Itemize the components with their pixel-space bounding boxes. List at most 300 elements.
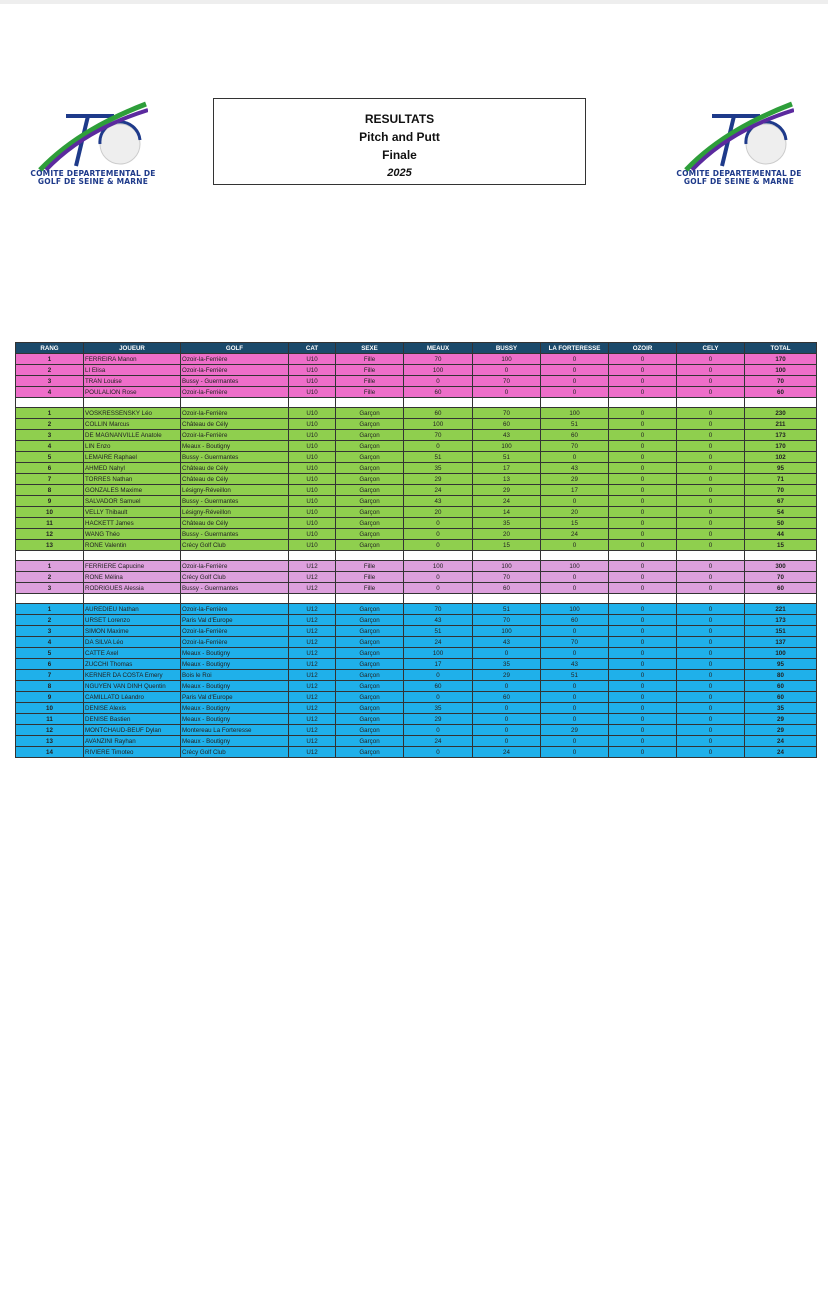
meaux-cell: 24	[404, 485, 473, 496]
category-cell: U12	[289, 626, 336, 637]
table-row	[16, 376, 817, 387]
total-cell: 54	[745, 507, 817, 518]
empty-cell	[473, 398, 541, 408]
bussy-cell: 35	[473, 518, 541, 529]
gender-cell: Garçon	[336, 430, 404, 441]
bussy-cell: 0	[473, 681, 541, 692]
empty-cell	[745, 398, 817, 408]
title-event: Pitch and Putt	[359, 130, 440, 144]
col-bussy-header: BUSSY	[473, 343, 541, 354]
category-cell: U10	[289, 518, 336, 529]
la-forteresse-cell: 29	[541, 725, 609, 736]
rank-cell: 9	[16, 496, 84, 507]
gender-cell: Fille	[336, 572, 404, 583]
total-cell: 100	[745, 648, 817, 659]
total-cell: 44	[745, 529, 817, 540]
player-cell: LI Elisa	[84, 365, 181, 376]
empty-cell	[84, 551, 181, 561]
player-cell: AHMED Nahyl	[84, 463, 181, 474]
club-cell: Meaux - Boutigny	[181, 659, 289, 670]
gender-cell: Fille	[336, 365, 404, 376]
meaux-cell: 43	[404, 496, 473, 507]
rank-cell: 8	[16, 485, 84, 496]
la-forteresse-cell: 0	[541, 540, 609, 551]
category-cell: U10	[289, 408, 336, 419]
player-cell: DE MAGNANVILLE Anatole	[84, 430, 181, 441]
total-cell: 60	[745, 387, 817, 398]
table-row	[16, 747, 817, 758]
club-cell: Bussy - Guermantes	[181, 529, 289, 540]
category-cell: U12	[289, 583, 336, 594]
rank-cell: 2	[16, 365, 84, 376]
table-row	[16, 703, 817, 714]
category-cell: U10	[289, 441, 336, 452]
cely-cell: 0	[677, 681, 745, 692]
ozoir-cell: 0	[609, 604, 677, 615]
la-forteresse-cell: 43	[541, 659, 609, 670]
table-row	[16, 518, 817, 529]
cely-cell: 0	[677, 408, 745, 419]
la-forteresse-cell: 0	[541, 376, 609, 387]
col-cely-header: CELY	[677, 343, 745, 354]
gender-cell: Garçon	[336, 615, 404, 626]
cely-cell: 0	[677, 561, 745, 572]
la-forteresse-cell: 60	[541, 615, 609, 626]
bussy-cell: 60	[473, 583, 541, 594]
ozoir-cell: 0	[609, 496, 677, 507]
rank-cell: 1	[16, 354, 84, 365]
rank-cell: 10	[16, 507, 84, 518]
ozoir-cell: 0	[609, 507, 677, 518]
gender-cell: Garçon	[336, 441, 404, 452]
rank-cell: 5	[16, 648, 84, 659]
table-row	[16, 583, 817, 594]
ozoir-cell: 0	[609, 692, 677, 703]
la-forteresse-cell: 0	[541, 692, 609, 703]
la-forteresse-cell: 0	[541, 648, 609, 659]
la-forteresse-cell: 0	[541, 583, 609, 594]
meaux-cell: 43	[404, 615, 473, 626]
la-forteresse-cell: 70	[541, 637, 609, 648]
empty-cell	[181, 594, 289, 604]
table-row	[16, 561, 817, 572]
meaux-cell: 0	[404, 572, 473, 583]
bussy-cell: 0	[473, 365, 541, 376]
rank-cell: 5	[16, 452, 84, 463]
empty-cell	[404, 398, 473, 408]
table-row	[16, 604, 817, 615]
bussy-cell: 70	[473, 572, 541, 583]
cely-cell: 0	[677, 441, 745, 452]
bussy-cell: 29	[473, 485, 541, 496]
ozoir-cell: 0	[609, 365, 677, 376]
bussy-cell: 0	[473, 736, 541, 747]
rank-cell: 10	[16, 703, 84, 714]
table-row	[16, 572, 817, 583]
logo-line1: COMITE DEPARTEMENTAL DE	[676, 169, 802, 178]
total-cell: 95	[745, 659, 817, 670]
ozoir-cell: 0	[609, 637, 677, 648]
ozoir-cell: 0	[609, 747, 677, 758]
total-cell: 29	[745, 714, 817, 725]
group-separator-row	[16, 551, 817, 561]
category-cell: U12	[289, 615, 336, 626]
player-cell: ZUCCHI Thomas	[84, 659, 181, 670]
col-rang-header: RANG	[16, 343, 84, 354]
bussy-cell: 100	[473, 561, 541, 572]
meaux-cell: 0	[404, 540, 473, 551]
category-cell: U10	[289, 387, 336, 398]
gender-cell: Garçon	[336, 747, 404, 758]
club-cell: Meaux - Boutigny	[181, 703, 289, 714]
total-cell: 173	[745, 430, 817, 441]
table-row	[16, 441, 817, 452]
category-cell: U12	[289, 692, 336, 703]
player-cell: RIVIERE Timoteo	[84, 747, 181, 758]
ozoir-cell: 0	[609, 670, 677, 681]
gender-cell: Fille	[336, 561, 404, 572]
gender-cell: Fille	[336, 387, 404, 398]
rank-cell: 1	[16, 408, 84, 419]
total-cell: 50	[745, 518, 817, 529]
col-golf-header: GOLF	[181, 343, 289, 354]
col-ozoir-header: OZOIR	[609, 343, 677, 354]
meaux-cell: 51	[404, 626, 473, 637]
title-year: 2025	[387, 167, 412, 179]
logo-line2: GOLF DE SEINE & MARNE	[683, 177, 795, 186]
bussy-cell: 14	[473, 507, 541, 518]
player-cell: FERRIERE Capucine	[84, 561, 181, 572]
total-cell: 151	[745, 626, 817, 637]
player-cell: HACKETT James	[84, 518, 181, 529]
empty-cell	[745, 551, 817, 561]
la-forteresse-cell: 70	[541, 441, 609, 452]
ozoir-cell: 0	[609, 463, 677, 474]
logo-line2: GOLF DE SEINE & MARNE	[37, 177, 149, 186]
total-cell: 67	[745, 496, 817, 507]
ozoir-cell: 0	[609, 452, 677, 463]
total-cell: 221	[745, 604, 817, 615]
meaux-cell: 35	[404, 703, 473, 714]
table-row	[16, 452, 817, 463]
club-cell: Paris Val d'Europe	[181, 692, 289, 703]
bussy-cell: 15	[473, 540, 541, 551]
la-forteresse-cell: 0	[541, 747, 609, 758]
club-cell: Bussy - Guermantes	[181, 496, 289, 507]
empty-cell	[16, 594, 84, 604]
meaux-cell: 60	[404, 387, 473, 398]
club-cell: Château de Cély	[181, 474, 289, 485]
meaux-cell: 0	[404, 441, 473, 452]
club-cell: Lésigny-Réveillon	[181, 485, 289, 496]
gender-cell: Garçon	[336, 736, 404, 747]
empty-cell	[677, 398, 745, 408]
empty-cell	[404, 594, 473, 604]
ozoir-cell: 0	[609, 626, 677, 637]
club-cell: Ozoir-la-Ferrière	[181, 408, 289, 419]
rank-cell: 3	[16, 376, 84, 387]
empty-cell	[541, 594, 609, 604]
cely-cell: 0	[677, 463, 745, 474]
la-forteresse-cell: 100	[541, 604, 609, 615]
total-cell: 230	[745, 408, 817, 419]
table-row	[16, 496, 817, 507]
table-row	[16, 387, 817, 398]
cely-cell: 0	[677, 615, 745, 626]
meaux-cell: 100	[404, 419, 473, 430]
cely-cell: 0	[677, 692, 745, 703]
meaux-cell: 0	[404, 376, 473, 387]
rank-cell: 8	[16, 681, 84, 692]
rank-cell: 4	[16, 387, 84, 398]
rank-cell: 11	[16, 518, 84, 529]
bussy-cell: 43	[473, 430, 541, 441]
table-row	[16, 736, 817, 747]
cely-cell: 0	[677, 670, 745, 681]
category-cell: U10	[289, 540, 336, 551]
category-cell: U12	[289, 714, 336, 725]
bussy-cell: 100	[473, 354, 541, 365]
rank-cell: 4	[16, 441, 84, 452]
total-cell: 60	[745, 692, 817, 703]
category-cell: U10	[289, 452, 336, 463]
club-cell: Ozoir-la-Ferrière	[181, 354, 289, 365]
ozoir-cell: 0	[609, 529, 677, 540]
empty-cell	[541, 398, 609, 408]
club-cell: Ozoir-la-Ferrière	[181, 430, 289, 441]
empty-cell	[16, 398, 84, 408]
gender-cell: Garçon	[336, 714, 404, 725]
col-la-forteresse-header: LA FORTERESSE	[541, 343, 609, 354]
club-cell: Meaux - Boutigny	[181, 441, 289, 452]
cely-cell: 0	[677, 637, 745, 648]
gender-cell: Garçon	[336, 452, 404, 463]
ozoir-cell: 0	[609, 474, 677, 485]
cely-cell: 0	[677, 540, 745, 551]
logo-line1: COMITE DEPARTEMENTAL DE	[30, 169, 156, 178]
player-cell: VELLY Thibault	[84, 507, 181, 518]
la-forteresse-cell: 0	[541, 496, 609, 507]
ozoir-cell: 0	[609, 540, 677, 551]
player-cell: RONE Valentin	[84, 540, 181, 551]
col-meaux-header: MEAUX	[404, 343, 473, 354]
category-cell: U12	[289, 572, 336, 583]
la-forteresse-cell: 100	[541, 408, 609, 419]
empty-cell	[541, 551, 609, 561]
meaux-cell: 0	[404, 670, 473, 681]
col-total-header: TOTAL	[745, 343, 817, 354]
category-cell: U10	[289, 507, 336, 518]
bussy-cell: 70	[473, 408, 541, 419]
table-row	[16, 408, 817, 419]
table-row	[16, 681, 817, 692]
la-forteresse-cell: 0	[541, 681, 609, 692]
club-cell: Ozoir-la-Ferrière	[181, 604, 289, 615]
category-cell: U10	[289, 376, 336, 387]
la-forteresse-cell: 15	[541, 518, 609, 529]
category-cell: U12	[289, 604, 336, 615]
group-separator-row	[16, 594, 817, 604]
cely-cell: 0	[677, 529, 745, 540]
table-row	[16, 354, 817, 365]
gender-cell: Garçon	[336, 463, 404, 474]
total-cell: 60	[745, 583, 817, 594]
gender-cell: Garçon	[336, 637, 404, 648]
club-cell: Bussy - Guermantes	[181, 376, 289, 387]
top-edge	[0, 0, 828, 4]
cely-cell: 0	[677, 604, 745, 615]
player-cell: RONE Mélina	[84, 572, 181, 583]
gender-cell: Fille	[336, 354, 404, 365]
empty-cell	[609, 551, 677, 561]
bussy-cell: 0	[473, 703, 541, 714]
empty-cell	[473, 551, 541, 561]
club-cell: Meaux - Boutigny	[181, 648, 289, 659]
bussy-cell: 51	[473, 604, 541, 615]
player-cell: FERREIRA Manon	[84, 354, 181, 365]
cely-cell: 0	[677, 387, 745, 398]
table-row	[16, 485, 817, 496]
meaux-cell: 70	[404, 604, 473, 615]
ozoir-cell: 0	[609, 561, 677, 572]
club-cell: Lésigny-Réveillon	[181, 507, 289, 518]
meaux-cell: 51	[404, 452, 473, 463]
ozoir-cell: 0	[609, 648, 677, 659]
gender-cell: Garçon	[336, 626, 404, 637]
meaux-cell: 0	[404, 725, 473, 736]
col-joueur-header: JOUEUR	[84, 343, 181, 354]
empty-cell	[181, 398, 289, 408]
club-cell: Ozoir-la-Ferrière	[181, 387, 289, 398]
table-row	[16, 540, 817, 551]
table-row	[16, 714, 817, 725]
cely-cell: 0	[677, 648, 745, 659]
club-cell: Crécy Golf Club	[181, 540, 289, 551]
bussy-cell: 24	[473, 747, 541, 758]
player-cell: GONZALES Maxime	[84, 485, 181, 496]
rank-cell: 3	[16, 626, 84, 637]
meaux-cell: 70	[404, 430, 473, 441]
category-cell: U12	[289, 703, 336, 714]
club-cell: Ozoir-la-Ferrière	[181, 637, 289, 648]
la-forteresse-cell: 0	[541, 452, 609, 463]
gender-cell: Garçon	[336, 485, 404, 496]
table-row	[16, 670, 817, 681]
meaux-cell: 60	[404, 408, 473, 419]
meaux-cell: 29	[404, 474, 473, 485]
logo-left	[18, 100, 168, 190]
ozoir-cell: 0	[609, 583, 677, 594]
club-cell: Meaux - Boutigny	[181, 681, 289, 692]
player-cell: LIN Enzo	[84, 441, 181, 452]
player-cell: TORRES Nathan	[84, 474, 181, 485]
total-cell: 35	[745, 703, 817, 714]
cely-cell: 0	[677, 452, 745, 463]
ozoir-cell: 0	[609, 518, 677, 529]
player-cell: AUREDIEU Nathan	[84, 604, 181, 615]
table-row	[16, 659, 817, 670]
group-separator-row	[16, 398, 817, 408]
player-cell: CATTE Axel	[84, 648, 181, 659]
player-cell: TRAN Louise	[84, 376, 181, 387]
table-row	[16, 626, 817, 637]
gender-cell: Garçon	[336, 408, 404, 419]
gender-cell: Fille	[336, 583, 404, 594]
gender-cell: Garçon	[336, 670, 404, 681]
club-cell: Meaux - Boutigny	[181, 714, 289, 725]
total-cell: 100	[745, 365, 817, 376]
ozoir-cell: 0	[609, 659, 677, 670]
meaux-cell: 35	[404, 463, 473, 474]
total-cell: 102	[745, 452, 817, 463]
la-forteresse-cell: 0	[541, 354, 609, 365]
meaux-cell: 70	[404, 354, 473, 365]
club-cell: Paris Val d'Europe	[181, 615, 289, 626]
gender-cell: Garçon	[336, 725, 404, 736]
club-cell: Château de Cély	[181, 518, 289, 529]
bussy-cell: 13	[473, 474, 541, 485]
gender-cell: Garçon	[336, 529, 404, 540]
total-cell: 173	[745, 615, 817, 626]
la-forteresse-cell: 0	[541, 736, 609, 747]
title-resultats: RESULTATS	[364, 112, 435, 126]
gender-cell: Garçon	[336, 703, 404, 714]
rank-cell: 2	[16, 615, 84, 626]
club-cell: Ozoir-la-Ferrière	[181, 561, 289, 572]
category-cell: U12	[289, 747, 336, 758]
empty-cell	[677, 594, 745, 604]
meaux-cell: 24	[404, 736, 473, 747]
cely-cell: 0	[677, 496, 745, 507]
gender-cell: Garçon	[336, 518, 404, 529]
cely-cell: 0	[677, 626, 745, 637]
rank-cell: 4	[16, 637, 84, 648]
club-cell: Château de Cély	[181, 419, 289, 430]
cely-cell: 0	[677, 430, 745, 441]
gender-cell: Garçon	[336, 419, 404, 430]
meaux-cell: 24	[404, 637, 473, 648]
cely-cell: 0	[677, 714, 745, 725]
ozoir-cell: 0	[609, 736, 677, 747]
category-cell: U10	[289, 529, 336, 540]
category-cell: U12	[289, 648, 336, 659]
table-row	[16, 725, 817, 736]
ozoir-cell: 0	[609, 430, 677, 441]
rank-cell: 6	[16, 463, 84, 474]
club-cell: Château de Cély	[181, 463, 289, 474]
golf-logo-icon	[684, 100, 794, 172]
rank-cell: 12	[16, 529, 84, 540]
gender-cell: Garçon	[336, 659, 404, 670]
ozoir-cell: 0	[609, 681, 677, 692]
player-cell: LEMAIRE Raphael	[84, 452, 181, 463]
rank-cell: 2	[16, 419, 84, 430]
total-cell: 300	[745, 561, 817, 572]
category-cell: U10	[289, 496, 336, 507]
empty-cell	[745, 594, 817, 604]
bussy-cell: 35	[473, 659, 541, 670]
rank-cell: 2	[16, 572, 84, 583]
category-cell: U12	[289, 561, 336, 572]
bussy-cell: 29	[473, 670, 541, 681]
table-row	[16, 648, 817, 659]
empty-cell	[84, 594, 181, 604]
meaux-cell: 0	[404, 692, 473, 703]
cely-cell: 0	[677, 736, 745, 747]
total-cell: 70	[745, 572, 817, 583]
player-cell: CAMILLATO Léandro	[84, 692, 181, 703]
gender-cell: Fille	[336, 376, 404, 387]
